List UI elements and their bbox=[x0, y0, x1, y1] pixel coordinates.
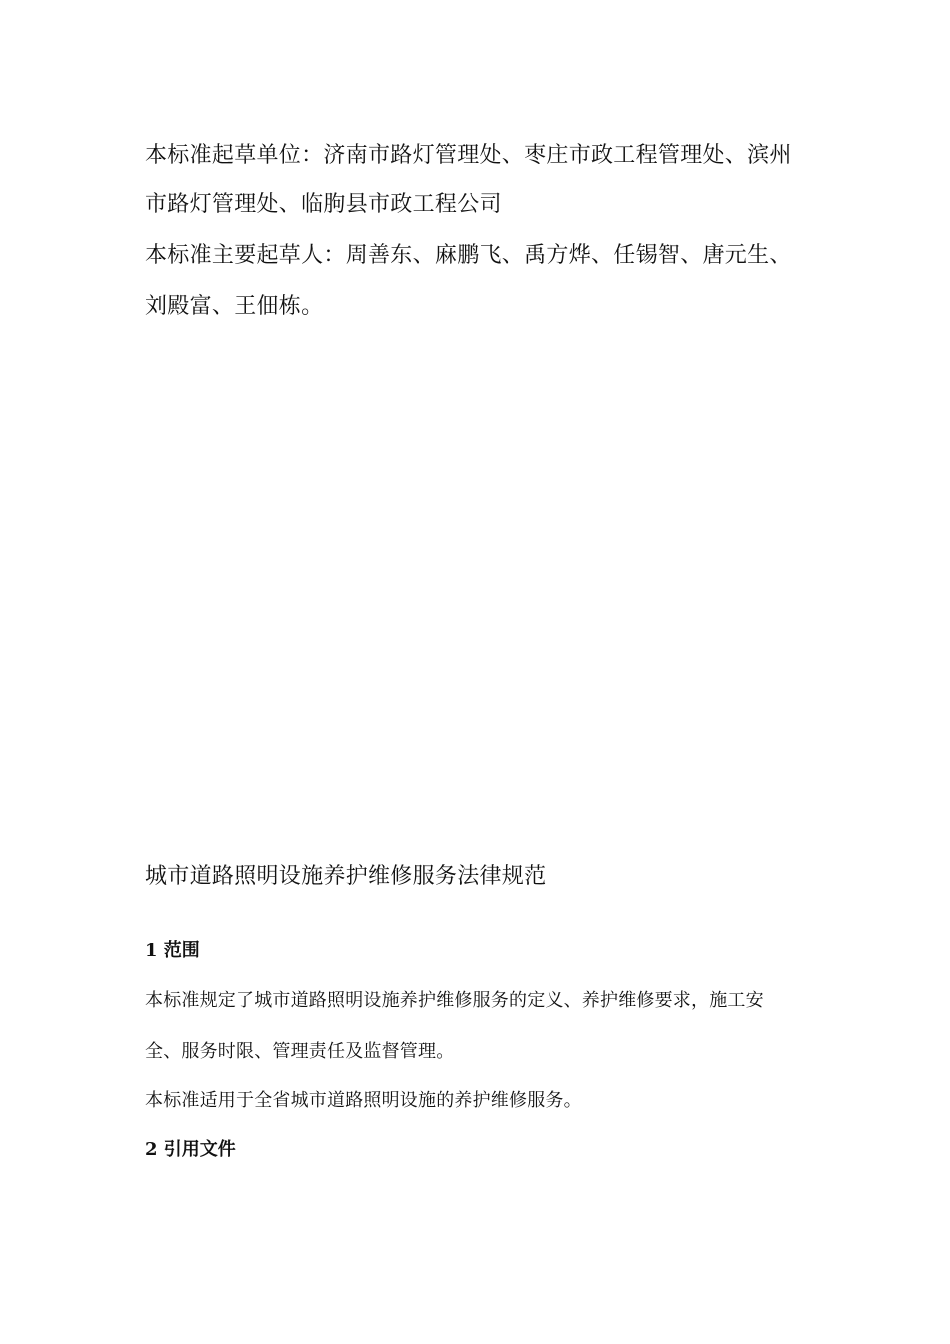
drafting-units-line-2: 市路灯管理处、临朐县市政工程公司 bbox=[145, 192, 502, 217]
document-title: 城市道路照明设施养护维修服务法律规范 bbox=[145, 864, 547, 889]
drafting-people-line-2: 刘殿富、王佃栋。 bbox=[145, 294, 324, 319]
drafting-people-line-1: 本标准主要起草人：周善东、麻鹏飞、禹方烨、任锡智、唐元生、 bbox=[145, 243, 792, 268]
section-1-paragraph-1-line-1: 本标准规定了城市道路照明设施养护维修服务的定义、养护维修要求，施工安 bbox=[145, 990, 764, 1011]
section-1-paragraph-1-line-2: 全、服务时限、管理责任及监督管理。 bbox=[145, 1041, 455, 1062]
drafting-units-line-1: 本标准起草单位：济南市路灯管理处、枣庄市政工程管理处、滨州 bbox=[145, 143, 792, 168]
section-1-paragraph-2: 本标准适用于全省城市道路照明设施的养护维修服务。 bbox=[145, 1090, 582, 1111]
section-2-heading: 2 引用文件 bbox=[145, 1139, 236, 1160]
section-1-heading: 1 范围 bbox=[145, 940, 200, 961]
